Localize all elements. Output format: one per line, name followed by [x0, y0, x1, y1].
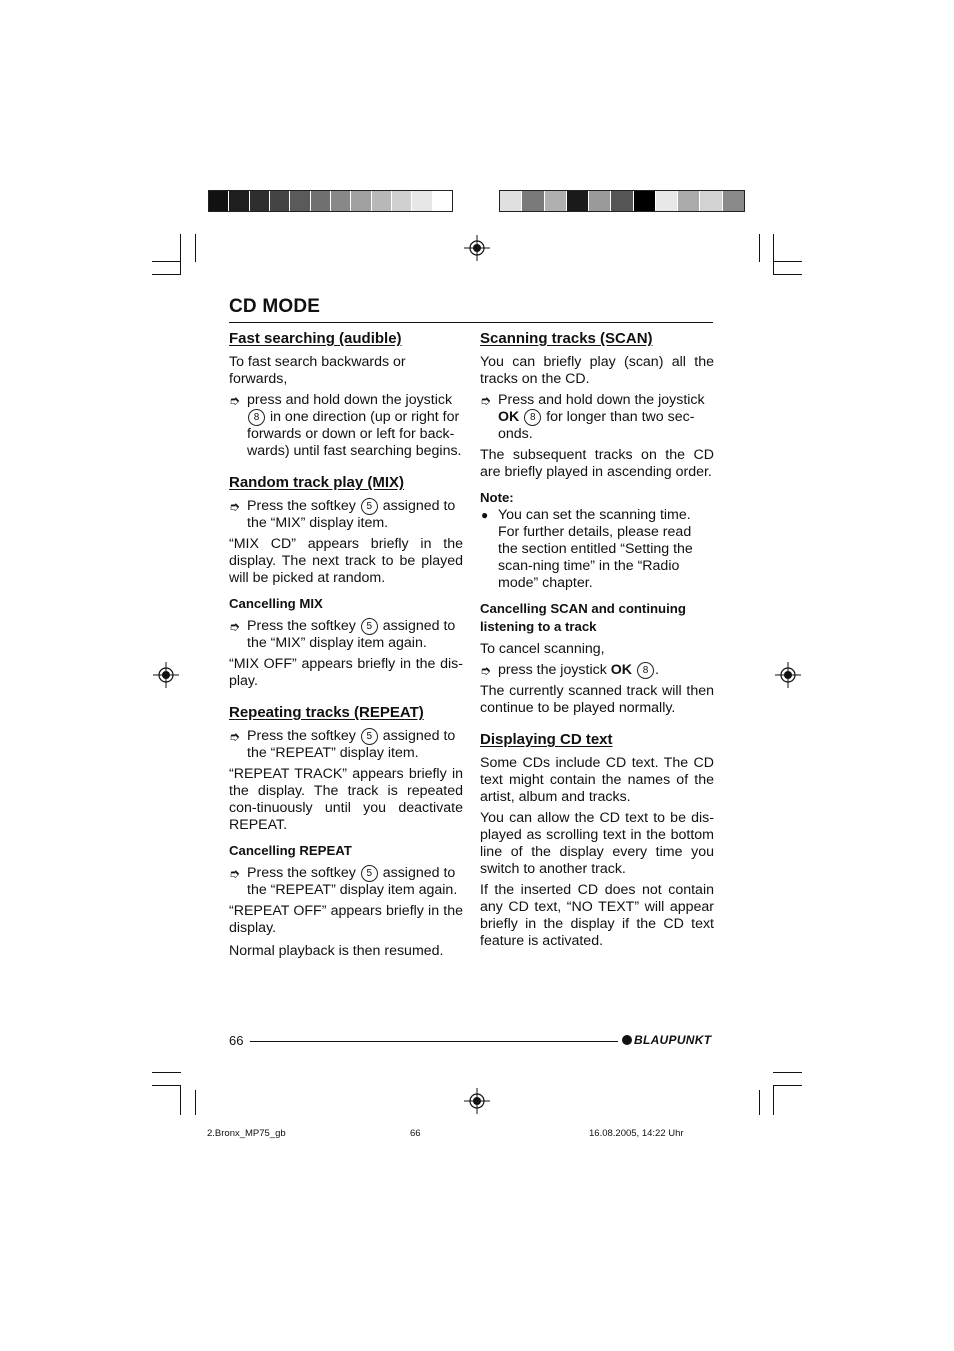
subheading-cancel-scan: Cancelling SCAN and continuing listening to a track: [480, 601, 686, 634]
paragraph: “REPEAT OFF” appears briefly in the display.: [229, 903, 463, 936]
paragraph: “REPEAT TRACK” appears briefly in the display. The track is repeated con-tinuously until you deactivate REPEAT.: [229, 766, 463, 833]
instruction-step: ➮ press the joystick OK 8 .: [480, 662, 659, 678]
calibration-swatch: [331, 191, 351, 211]
page-title: CD MODE: [229, 296, 321, 317]
key-number-badge: 5: [361, 498, 378, 515]
crop-mark: [152, 1085, 181, 1086]
section-heading-scan: Scanning tracks (SCAN): [480, 330, 653, 347]
calibration-swatch: [611, 191, 633, 211]
crop-mark: [773, 234, 774, 274]
section-heading-fast-search: Fast searching (audible): [229, 330, 402, 347]
calibration-swatch: [209, 191, 229, 211]
registration-mark-icon: [464, 1088, 490, 1114]
paragraph: Normal playback is then resumed.: [229, 943, 444, 959]
calibration-swatch: [545, 191, 567, 211]
section-heading-cd-text: Displaying CD text: [480, 731, 613, 748]
note-label: Note:: [480, 490, 514, 505]
arrow-right-icon: ➮: [229, 619, 240, 634]
key-number-badge: 8: [248, 409, 265, 426]
paragraph: The currently scanned track will then continue to be played normally.: [480, 683, 714, 716]
paragraph: “MIX CD” appears briefly in the display. The next track to be played will be picked at random.: [229, 536, 463, 586]
calibration-swatch: [229, 191, 249, 211]
left-column: [229, 330, 463, 964]
calibration-bar-right: [499, 190, 745, 212]
instruction-step: ➮ Press the softkey 5 assigned to the “MIX” display item again.: [229, 618, 456, 651]
calibration-swatch: [723, 191, 744, 211]
crop-mark: [152, 274, 181, 275]
paragraph: To fast search backwards or forwards,: [229, 354, 406, 387]
calibration-swatch: [678, 191, 700, 211]
brand-logo: BLAUPUNKT: [622, 1033, 711, 1047]
subheading-cancel-repeat: Cancelling REPEAT: [229, 843, 352, 858]
calibration-swatch: [372, 191, 392, 211]
crop-mark: [180, 1085, 181, 1115]
calibration-swatch: [500, 191, 522, 211]
crop-mark: [773, 1072, 802, 1073]
calibration-swatch: [290, 191, 310, 211]
bullet-icon: ●: [481, 508, 489, 522]
arrow-right-icon: ➮: [480, 663, 491, 678]
calibration-swatch: [589, 191, 611, 211]
paragraph: “MIX OFF” appears briefly in the dis-play.: [229, 656, 463, 689]
crop-mark: [773, 274, 802, 275]
calibration-swatch: [311, 191, 331, 211]
arrow-right-icon: ➮: [229, 729, 240, 744]
arrow-right-icon: ➮: [229, 866, 240, 881]
crop-mark: [759, 1090, 760, 1115]
arrow-right-icon: ➮: [229, 393, 240, 408]
key-number-badge: 5: [361, 865, 378, 882]
calibration-swatch: [412, 191, 432, 211]
section-heading-mix: Random track play (MIX): [229, 474, 405, 491]
title-divider: [229, 322, 713, 323]
registration-mark-icon: [775, 662, 801, 688]
brand-dot-icon: [622, 1035, 632, 1045]
key-number-badge: 5: [361, 618, 378, 635]
calibration-swatch: [634, 191, 656, 211]
paragraph: If the inserted CD does not contain any CD text, “NO TEXT” will appear briefly in the display if the CD text feature is activated.: [480, 882, 714, 949]
arrow-right-icon: ➮: [480, 393, 491, 408]
calibration-swatch: [567, 191, 589, 211]
note-item: ● You can set the scanning time. For further details, please read the section entitled “Setting the scan-ning time” in the “Radio mode” chapter.: [481, 507, 693, 591]
slug-page: 66: [410, 1128, 421, 1139]
key-number-badge: 8: [524, 409, 541, 426]
key-number-badge: 8: [637, 662, 654, 679]
crop-mark: [195, 1090, 196, 1115]
crop-mark: [773, 1085, 802, 1086]
crop-mark: [180, 234, 181, 274]
paragraph: The subsequent tracks on the CD are briefly played in ascending order.: [480, 447, 714, 480]
calibration-swatch: [433, 191, 452, 211]
instruction-step: ➮ Press the softkey 5 assigned to the “REPEAT” display item again.: [229, 865, 458, 898]
calibration-swatch: [351, 191, 371, 211]
paragraph: To cancel scanning,: [480, 641, 605, 657]
paragraph: Some CDs include CD text. The CD text might contain the names of the artist, album and tracks.: [480, 755, 714, 805]
section-heading-repeat: Repeating tracks (REPEAT): [229, 704, 424, 721]
crop-mark: [152, 1072, 181, 1073]
calibration-swatch: [270, 191, 290, 211]
key-number-badge: 5: [361, 728, 378, 745]
crop-mark: [152, 261, 181, 262]
instruction-step: ➮ Press the softkey 5 assigned to the “MIX” display item.: [229, 498, 456, 531]
crop-mark: [759, 234, 760, 262]
instruction-step: ➮ Press and hold down the joystick OK 8 for longer than two sec-onds.: [480, 392, 705, 442]
instruction-step: ➮ Press the softkey 5 assigned to the “REPEAT” display item.: [229, 728, 456, 761]
calibration-swatch: [250, 191, 270, 211]
right-column: [480, 330, 714, 954]
calibration-swatch: [522, 191, 544, 211]
page-number: 66: [229, 1033, 244, 1048]
slug-date: 16.08.2005, 14:22 Uhr: [589, 1128, 684, 1139]
crop-mark: [773, 1085, 774, 1115]
calibration-bar-left: [208, 190, 453, 212]
crop-mark: [195, 234, 196, 262]
crop-mark: [773, 261, 802, 262]
slug-filename: 2.Bronx_MP75_gb: [207, 1128, 286, 1139]
footer-divider: [250, 1041, 618, 1042]
registration-mark-icon: [464, 235, 490, 261]
calibration-swatch: [700, 191, 722, 211]
instruction-step: ➮ press and hold down the joystick 8 in one direction (up or right for forwards or down or left for back-wards) until fast searching begins.: [229, 392, 462, 459]
arrow-right-icon: ➮: [229, 499, 240, 514]
subheading-cancel-mix: Cancelling MIX: [229, 596, 323, 611]
calibration-swatch: [656, 191, 678, 211]
paragraph: You can allow the CD text to be dis-played as scrolling text in the bottom line of the display every time you switch to another track.: [480, 810, 714, 877]
paragraph: You can briefly play (scan) all the tracks on the CD.: [480, 354, 714, 387]
registration-mark-icon: [153, 662, 179, 688]
calibration-swatch: [392, 191, 412, 211]
